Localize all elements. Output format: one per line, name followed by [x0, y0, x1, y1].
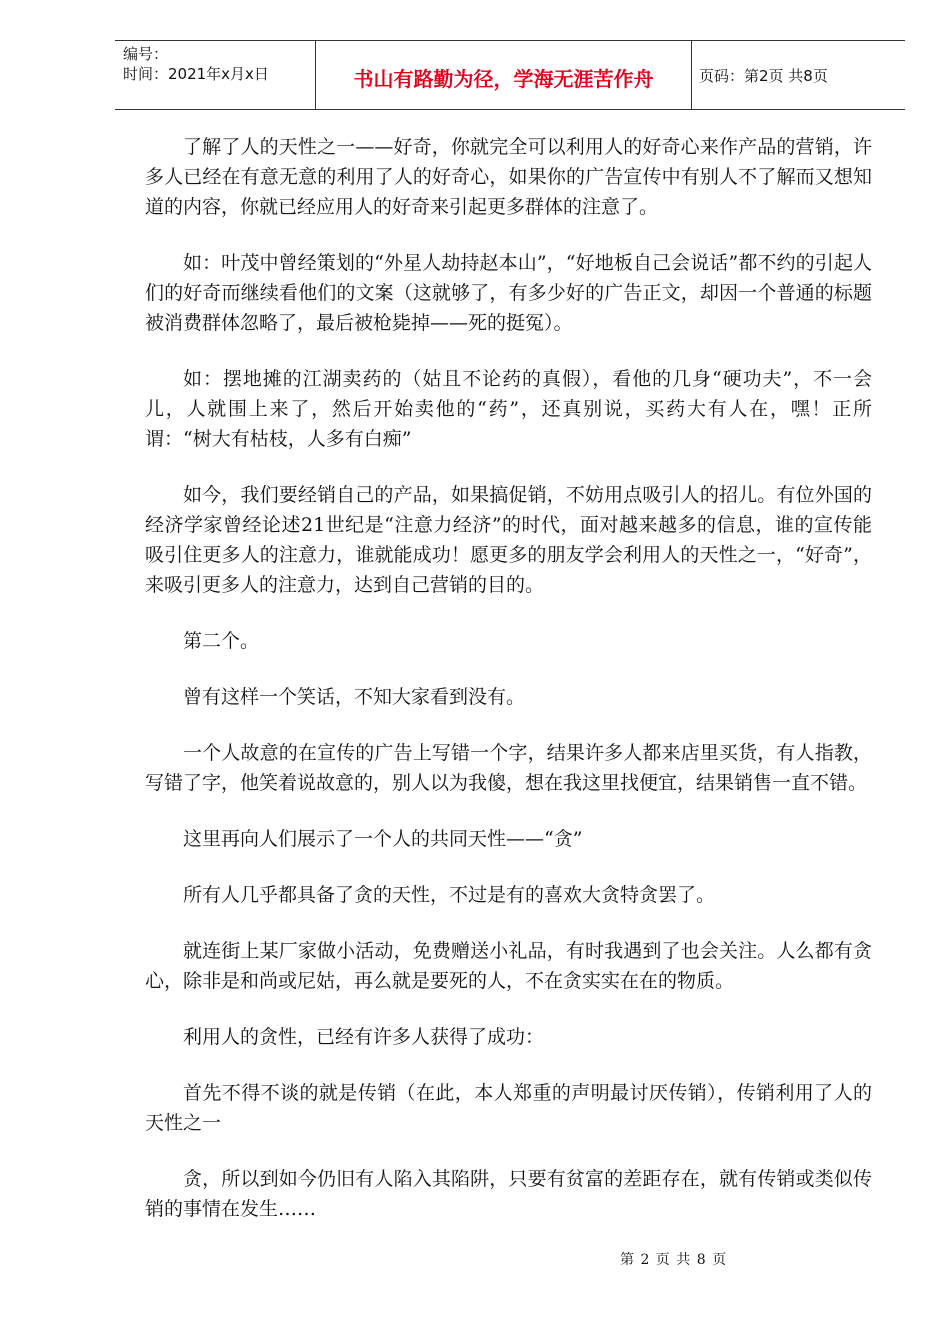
- paragraph: 这里再向人们展示了一个人的共同天性——“贪”: [183, 828, 583, 850]
- document-body: [145, 132, 872, 1250]
- number-label: 编号：: [123, 45, 169, 63]
- header-meta-cell: [115, 41, 315, 109]
- time-label: 时间：2021年x月x日: [123, 65, 269, 83]
- paragraph: 所有人几乎都具备了贪的天性，不过是有的喜欢大贪特贪罢了。: [183, 884, 716, 906]
- paragraph: 曾有这样一个笑话，不知大家看到没有。: [183, 686, 526, 708]
- paragraph: 第二个。: [183, 630, 260, 652]
- header-motto-cell: [315, 41, 692, 109]
- paragraph: 如：摆地摊的江湖卖药的（姑且不论药的真假），看他的几身“硬功夫”，不一会儿，人就围上来了，然后开始卖他的“药”，还真别说，买药大有人在，嘿！正所谓：“树大有枯枝，人多有白痴”: [145, 368, 872, 450]
- paragraph: 利用人的贪性，已经有许多人获得了成功：: [183, 1026, 545, 1048]
- header-page-label: 页码：第2页 共8页: [699, 67, 828, 85]
- paragraph: 了解了人的天性之一——好奇，你就完全可以利用人的好奇心来作产品的营销，许多人已经在有意无意的利用了人的好奇心，如果你的广告宣传中有别人不了解而又想知道的内容，你就已经应用人的好奇来引起更多群体的注意了。: [145, 136, 872, 218]
- page-footer-number: 第 2 页 共 8 页: [620, 1252, 728, 1268]
- paragraph: 贪，所以到如今仍旧有人陷入其陷阱，只要有贫富的差距存在，就有传销或类似传销的事情在发生……: [145, 1168, 872, 1220]
- page-header: [115, 40, 905, 110]
- paragraph: 就连街上某厂家做小活动，免费赠送小礼品，有时我遇到了也会关注。人么都有贪心，除非是和尚或尼姑，再么就是要死的人，不在贪实实在在的物质。: [145, 940, 872, 992]
- motto-text: 书山有路勤为径，学海无涯苦作舟: [353, 67, 654, 91]
- paragraph: 一个人故意的在宣传的广告上写错一个字，结果许多人都来店里买货，有人指教，写错了字，他笑着说故意的，别人以为我傻，想在我这里找便宜，结果销售一直不错。: [145, 742, 872, 794]
- paragraph: 首先不得不谈的就是传销（在此，本人郑重的声明最讨厌传销），传销利用了人的天性之一: [145, 1082, 872, 1134]
- paragraph: 如：叶茂中曾经策划的“外星人劫持赵本山”，“好地板自己会说话”都不约的引起人们的好奇而继续看他们的文案（这就够了，有多少好的广告正文，却因一个普通的标题被消费群体忽略了，最后被枪毙掉——死的挺冤）。: [145, 252, 872, 334]
- header-page-cell: [691, 41, 905, 109]
- paragraph: 如今，我们要经销自己的产品，如果搞促销，不妨用点吸引人的招儿。有位外国的经济学家曾经论述21世纪是“注意力经济”的时代，面对越来越多的信息，谁的宣传能吸引住更多人的注意力，谁就能成功！愿更多的朋友学会利用人的天性之一，“好奇”，来吸引更多人的注意力，达到自己营销的目的。: [145, 484, 872, 596]
